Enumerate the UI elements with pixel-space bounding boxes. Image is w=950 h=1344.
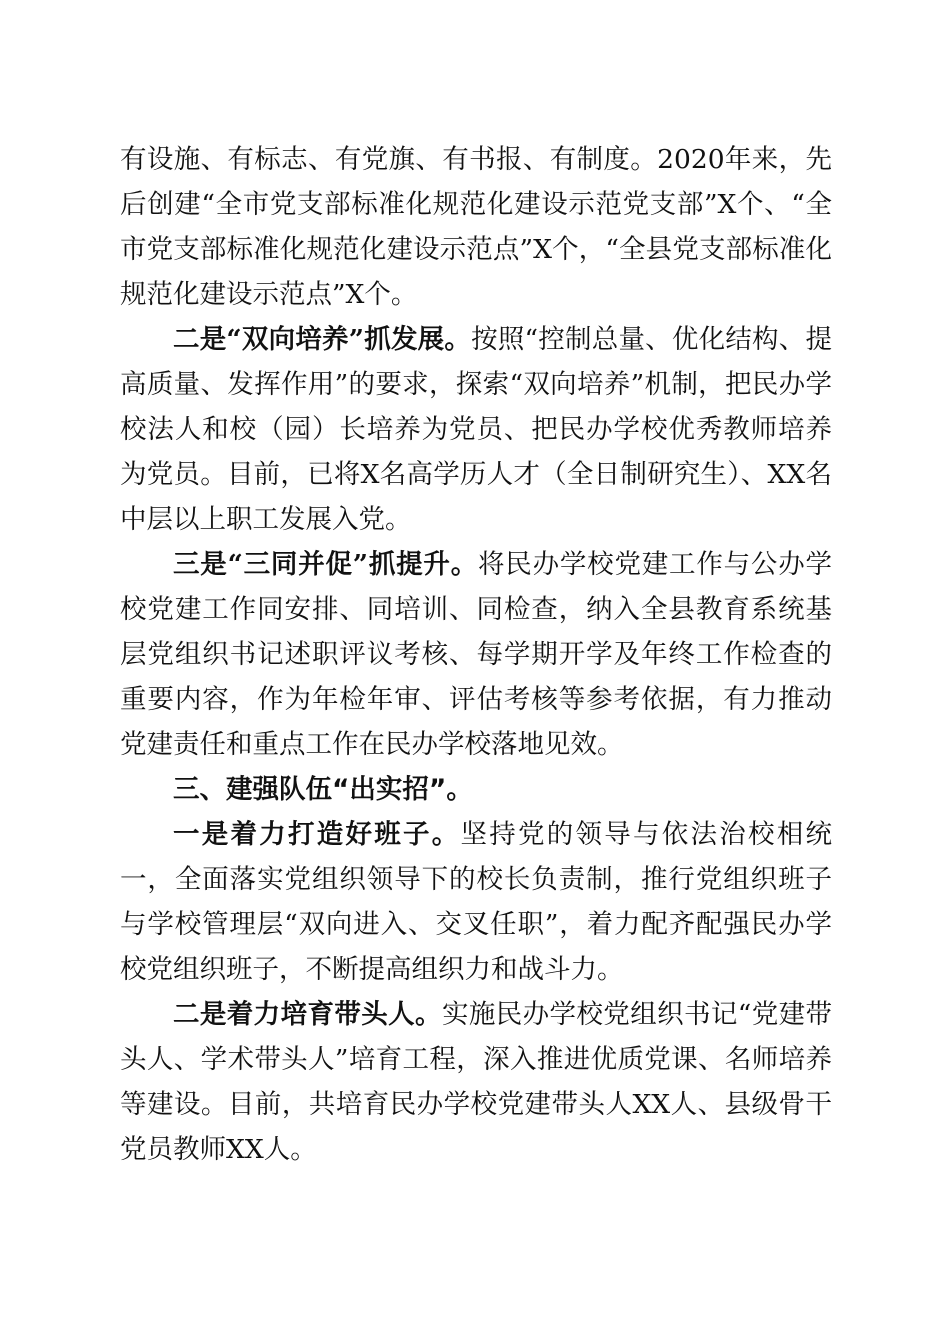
paragraph-text: 有设施、有标志、有党旗、有书报、有制度。2020年来，先后创建“全市党支部标准化规范化建设示范党支部”X个、“全市党支部标准化规范化建设示范点”X个，“全县党支部标准化规范化建设示范点”X个。 xyxy=(120,144,832,310)
paragraph-leaders-cultivation xyxy=(120,992,832,1172)
paragraph-continuation xyxy=(120,137,832,317)
paragraph-lead: 一是着力打造好班子。 xyxy=(173,819,461,850)
paragraph-text: 实施民办学校党组织书记“党建带头人、学术带头人”培育工程，深入推进优质党课、名师培养等建设。目前，共培育民办学校党建带头人XX人、县级骨干党员教师XX人。 xyxy=(120,999,832,1165)
paragraph-lead: 二是“双向培养”抓发展。 xyxy=(173,324,472,355)
paragraph-three-together xyxy=(120,542,832,767)
paragraph-text: 将民办学校党建工作与公办学校党建工作同安排、同培训、同检查，纳入全县教育系统基层党组织书记述职评议考核、每学期开学及年终工作检查的重要内容，作为年检年审、评估考核等参考依据，有力推动党建责任和重点工作在民办学校落地见效。 xyxy=(120,549,832,760)
section-heading: 三、建强队伍“出实招”。 xyxy=(173,774,473,805)
paragraph-dual-training xyxy=(120,317,832,542)
paragraph-text: 按照“控制总量、优化结构、提高质量、发挥作用”的要求，探索“双向培养”机制，把民办学校法人和校（园）长培养为党员、把民办学校优秀教师培养为党员。目前，已将X名高学历人才（全日制研究生）、XX名中层以上职工发展入党。 xyxy=(120,324,832,535)
document-page xyxy=(120,137,832,1172)
paragraph-text: 坚持党的领导与依法治校相统一，全面落实党组织领导下的校长负责制，推行党组织班子与学校管理层“双向进入、交叉任职”，着力配齐配强民办学校党组织班子，不断提高组织力和战斗力。 xyxy=(120,819,832,985)
paragraph-lead: 三是“三同并促”抓提升。 xyxy=(173,549,478,580)
paragraph-leadership-team xyxy=(120,812,832,992)
paragraph-lead: 二是着力培育带头人。 xyxy=(173,999,442,1030)
